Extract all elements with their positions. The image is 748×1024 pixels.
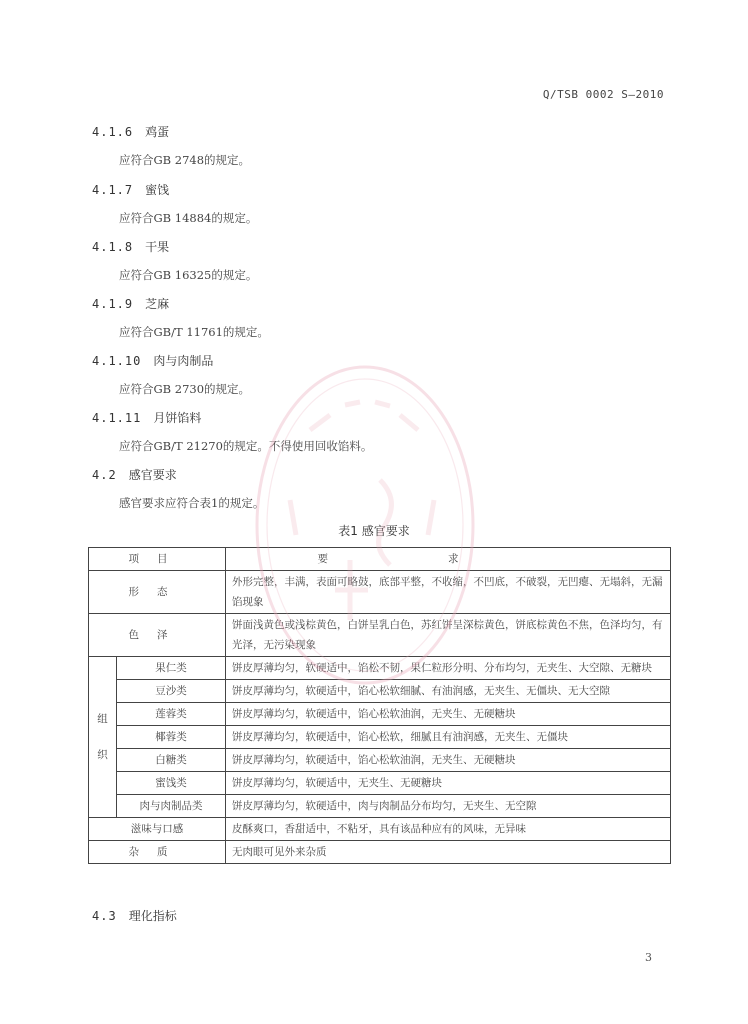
section-heading-4-2: 4.2 感官要求: [92, 468, 177, 482]
structure-label-coconut: 椰蓉类: [117, 726, 226, 749]
document-code: Q/TSB 0002 S—2010: [542, 88, 664, 101]
structure-label-sugar: 白糖类: [117, 749, 226, 772]
structure-text-sugar: 饼皮厚薄均匀，软硬适中，馅心松软油润，无夹生、无硬糖块: [226, 749, 671, 772]
structure-label-meat: 肉与肉制品类: [117, 795, 226, 818]
row-label-taste: 滋味与口感: [89, 818, 226, 841]
structure-label-candied: 蜜饯类: [117, 772, 226, 795]
table-row-structure-sugar: [89, 749, 671, 772]
structure-text-meat: 饼皮厚薄均匀，软硬适中，肉与肉制品分布均匀，无夹生、无空隙: [226, 795, 671, 818]
section-text-4-1-6: 应符合GB 2748的规定。: [119, 153, 251, 167]
row-text-color: 饼面浅黄色或浅棕黄色，白饼呈乳白色，苏红饼呈深棕黄色，饼底棕黄色不焦，色泽均匀，有光泽，无污染现象: [226, 614, 671, 657]
structure-text-coconut: 饼皮厚薄均匀，软硬适中，馅心松软，细腻且有油润感，无夹生、无僵块: [226, 726, 671, 749]
structure-text-candied: 饼皮厚薄均匀，软硬适中，无夹生、无硬糖块: [226, 772, 671, 795]
structure-group-label: 组 织: [89, 657, 117, 818]
header-item: 项目: [89, 548, 226, 571]
table-row-structure-coconut: [89, 726, 671, 749]
row-text-impurity: 无肉眼可见外来杂质: [226, 841, 671, 864]
structure-text-lotus: 饼皮厚薄均匀，软硬适中，馅心松软油润，无夹生、无硬糖块: [226, 703, 671, 726]
section-text-4-1-11: 应符合GB/T 21270的规定。不得使用回收馅料。: [119, 439, 373, 453]
structure-label-lotus: 莲蓉类: [117, 703, 226, 726]
table-row-structure-meat: [89, 795, 671, 818]
section-heading-4-1-9: 4.1.9 芝麻: [92, 297, 170, 311]
section-text-4-2: 感官要求应符合表1的规定。: [119, 496, 265, 510]
header-requirement: 要求: [226, 548, 671, 571]
section-heading-4-1-8: 4.1.8 干果: [92, 240, 170, 254]
table-row-structure-lotus: [89, 703, 671, 726]
section-heading-4-3: 4.3 理化指标: [92, 909, 177, 923]
section-heading-4-1-7: 4.1.7 蜜饯: [92, 183, 170, 197]
section-text-4-1-8: 应符合GB 16325的规定。: [119, 268, 258, 282]
section-text-4-1-9: 应符合GB/T 11761的规定。: [119, 325, 269, 339]
row-label-shape: 形态: [89, 571, 226, 614]
structure-text-bean-paste: 饼皮厚薄均匀，软硬适中，馅心松软细腻、有油润感，无夹生、无僵块、无大空隙: [226, 680, 671, 703]
row-text-shape: 外形完整，丰满，表面可略鼓，底部平整，不收缩，不凹底，不破裂，无凹瘪、无塌斜，无漏馅现象: [226, 571, 671, 614]
section-text-4-1-10: 应符合GB 2730的规定。: [119, 382, 251, 396]
row-label-impurity: 杂质: [89, 841, 226, 864]
structure-text-nut: 饼皮厚薄均匀，软硬适中，馅松不韧，果仁粒形分明、分布均匀，无夹生、大空隙、无糖块: [226, 657, 671, 680]
page-number: 3: [645, 951, 652, 964]
table-row-color: [89, 614, 671, 657]
section-text-4-1-7: 应符合GB 14884的规定。: [119, 211, 258, 225]
table-row-taste: [89, 818, 671, 841]
table-row-impurity: [89, 841, 671, 864]
table-row-structure-candied: [89, 772, 671, 795]
structure-label-nut: 果仁类: [117, 657, 226, 680]
table-title: 表1 感官要求: [338, 524, 410, 538]
sensory-requirements-table: [88, 547, 671, 864]
table-header-row: [89, 548, 671, 571]
row-text-taste: 皮酥爽口，香甜适中，不粘牙，具有该品种应有的风味，无异味: [226, 818, 671, 841]
table-row-shape: [89, 571, 671, 614]
section-heading-4-1-11: 4.1.11 月饼馅料: [92, 411, 202, 425]
row-label-color: 色泽: [89, 614, 226, 657]
table-row-structure-nut: [89, 657, 671, 680]
section-heading-4-1-10: 4.1.10 肉与肉制品: [92, 354, 214, 368]
table-row-structure-bean-paste: [89, 680, 671, 703]
section-heading-4-1-6: 4.1.6 鸡蛋: [92, 125, 170, 139]
structure-label-bean-paste: 豆沙类: [117, 680, 226, 703]
